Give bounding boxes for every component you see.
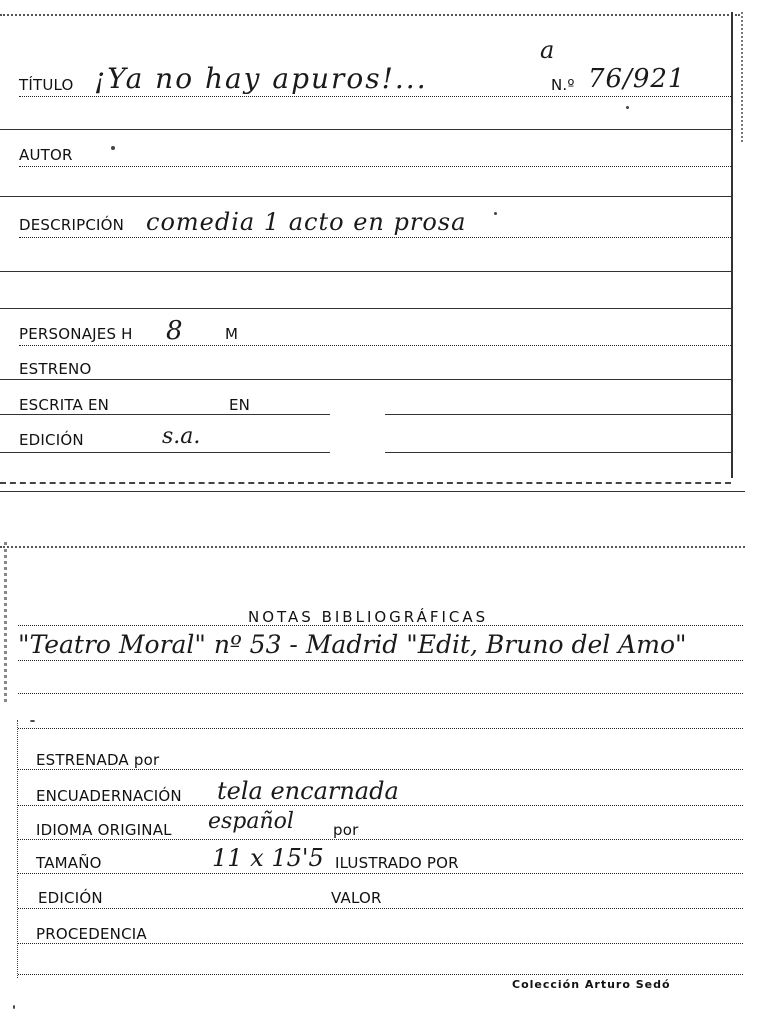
descripcion-value: comedia 1 acto en prosa: [146, 208, 467, 236]
divider-2: [0, 196, 731, 197]
tamano-value: 11 x 15'5: [212, 844, 324, 872]
encuadernacion-line: [18, 805, 743, 806]
card-separator: [0, 491, 745, 492]
ink-speck: [30, 720, 35, 722]
tamano-line: [18, 873, 743, 874]
ink-speck: [111, 146, 115, 150]
ink-speck: [13, 1005, 15, 1009]
tamano-label: TAMAÑO: [36, 854, 102, 872]
en-label: EN: [229, 396, 251, 414]
notas-title: NOTAS BIBLIOGRÁFICAS: [248, 608, 489, 626]
valor-label: VALOR: [331, 889, 382, 907]
titulo-line: [19, 96, 731, 97]
idioma-line: [18, 839, 743, 840]
descripcion-line: [19, 237, 731, 238]
notas-line-4: [18, 728, 743, 729]
numero-label: N.º: [551, 76, 575, 94]
card-bottom-edge: [0, 482, 731, 484]
personajes-m-label: M: [225, 325, 239, 343]
estreno-label: ESTRENO: [19, 360, 92, 378]
procedencia-line: [18, 943, 743, 944]
idioma-label: IDIOMA ORIGINAL: [36, 821, 172, 839]
por-label: por: [333, 821, 359, 839]
notas-line-1: [18, 625, 743, 626]
encuadernacion-value: tela encarnada: [217, 777, 399, 805]
personajes-line: [19, 345, 731, 346]
catalog-card-bottom: [0, 500, 759, 1028]
escrita-line-right: [385, 414, 731, 415]
escrita-line-left: [0, 414, 330, 415]
divider-1: [0, 129, 731, 130]
estrenada-line: [18, 769, 743, 770]
estreno-line: [0, 379, 731, 380]
edicion-line-left: [0, 452, 330, 453]
card2-top-edge: [0, 546, 745, 548]
autor-label: AUTOR: [19, 146, 73, 164]
collection-footer: Colección Arturo Sedó: [512, 978, 671, 991]
edicion2-line: [18, 908, 743, 909]
autor-line: [19, 166, 731, 167]
card-right-border: [731, 12, 733, 478]
numero-value: 76/921: [588, 64, 686, 94]
notas-value: "Teatro Moral" nº 53 - Madrid "Edit, Bruno del Amo": [18, 630, 687, 659]
idioma-value: español: [208, 809, 294, 834]
ink-speck: [494, 212, 497, 215]
divider-4: [0, 308, 731, 309]
edicion-value: s.a.: [162, 424, 201, 449]
card-right-edge-texture: [741, 12, 743, 142]
estrenada-label: ESTRENADA por: [36, 751, 160, 769]
card2-line-extra: [18, 974, 743, 975]
edicion-label: EDICIÓN: [19, 431, 84, 449]
encuadernacion-label: ENCUADERNACIÓN: [36, 787, 182, 805]
edicion2-label: EDICIÓN: [38, 889, 103, 907]
escrita-label: ESCRITA EN: [19, 396, 110, 414]
personajes-label: PERSONAJES H: [19, 325, 133, 343]
titulo-label: TÍTULO: [19, 76, 74, 94]
card2-left-edge-texture: [4, 542, 7, 702]
edicion-line-right: [385, 452, 731, 453]
divider-3: [0, 271, 731, 272]
numero-mark: a: [540, 36, 555, 64]
ink-speck: [626, 106, 629, 109]
descripcion-label: DESCRIPCIÓN: [19, 216, 125, 234]
procedencia-label: PROCEDENCIA: [36, 925, 147, 943]
personajes-h-value: 8: [166, 316, 183, 346]
ilustrado-label: ILUSTRADO POR: [335, 854, 459, 872]
card-top-edge: [0, 14, 740, 16]
notas-line-3: [18, 693, 743, 694]
titulo-value: ¡Ya no hay apuros!...: [94, 62, 428, 95]
card2-left-border: [17, 720, 18, 978]
notas-line-2: [18, 660, 743, 661]
catalog-card-top: [0, 0, 759, 500]
